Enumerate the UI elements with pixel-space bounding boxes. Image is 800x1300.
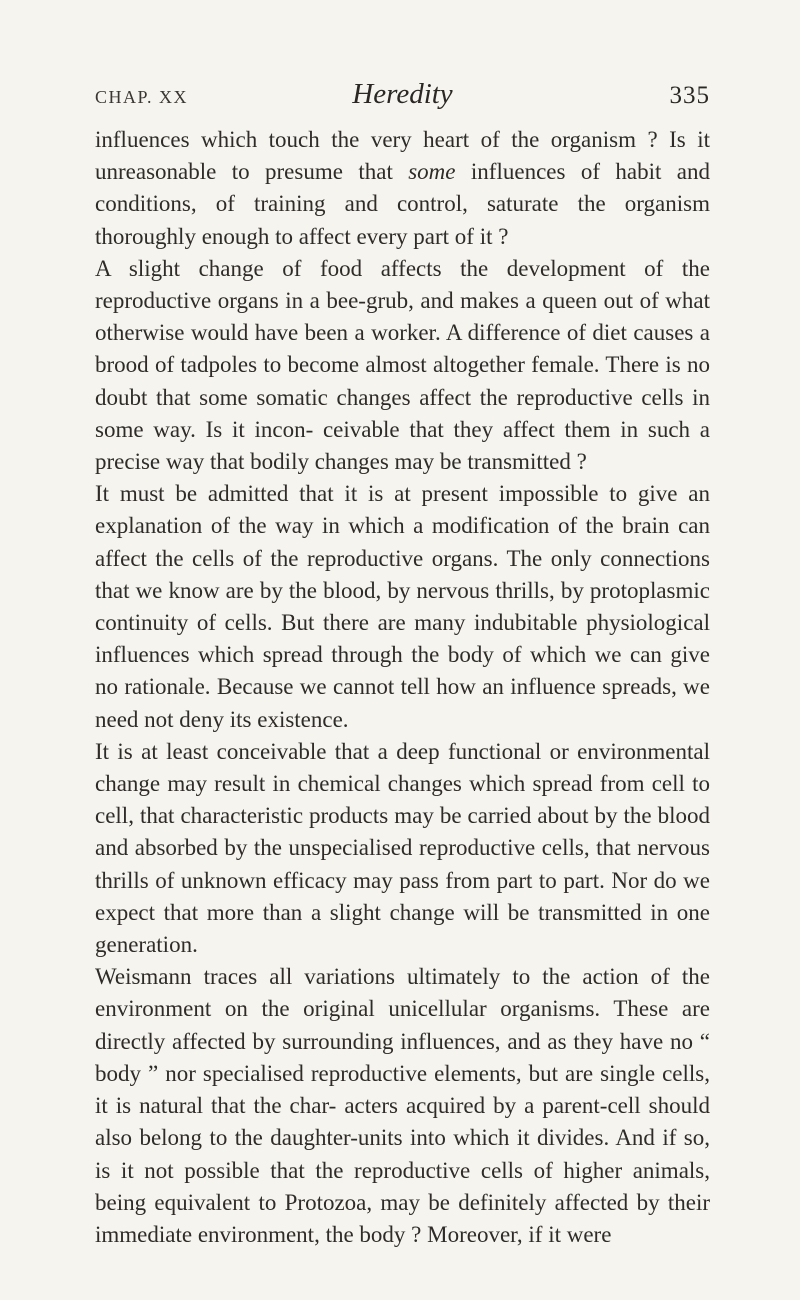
paragraph-1-text-before: influences which touch the very heart of the organism ? Is it unreasonable to presume that: [95, 127, 710, 185]
paragraph-1: [95, 124, 710, 253]
emphasis-some: some: [408, 159, 456, 185]
paragraph-2: A slight change of food affects the development of the reproductive organs in a bee-grub, and makes a queen out of what otherwise would have been a worker. A difference of diet causes a brood of tadpoles to become almost altogether female. There is no doubt that some somatic changes affect the reproductive cells in some way. Is it incon- ceivable that they affect them in such a precise way that bodily changes may be transmitted ?: [95, 255, 710, 475]
body-text: [95, 124, 710, 1251]
paragraph-3: It must be admitted that it is at present impossible to give an explanation of the way in which a modification of the brain can affect the cells of the reproductive organs. The only connections that we know are by the blood, by nervous thrills, by protoplasmic continuity of cells. But there are many indubitable physiological influences which spread through the body of which we can give no rationale. Because we cannot tell how an influence spreads, we need not deny its existence.: [95, 481, 710, 732]
running-title: Heredity: [352, 78, 453, 110]
page-number: 335: [669, 82, 710, 109]
paragraph-4: It is at least conceivable that a deep functional or environmental change may result in chemical changes which spread from cell to cell, that characteristic products may be carried about by the blood and absorbed by the unspecialised reproductive cells, that nervous thrills of unknown efficacy may pass from part to part. Nor do we expect that more than a slight change will be transmitted in one generation.: [95, 738, 710, 958]
paragraph-5: Weismann traces all variations ultimately to the action of the environment on the original unicellular organisms. These are directly affected by surrounding influences, and as they have no “ body ” nor specialised reproductive elements, but are single cells, it is natural that the char- acters acquired by a parent-cell should also belong to the daughter-units into which it divides. And if so, is it not possible that the reproductive cells of higher animals, being equivalent to Protozoa, may be definitely affected by their immediate environment, the body ? Moreover, if it were: [95, 964, 710, 1247]
paragraph-1-text-after: influences of habit and conditions, of training and control, saturate the organism thoroughly enough to affect every part of it ?: [95, 159, 710, 249]
running-head: [95, 78, 710, 118]
chapter-label: CHAP. XX: [95, 87, 189, 107]
